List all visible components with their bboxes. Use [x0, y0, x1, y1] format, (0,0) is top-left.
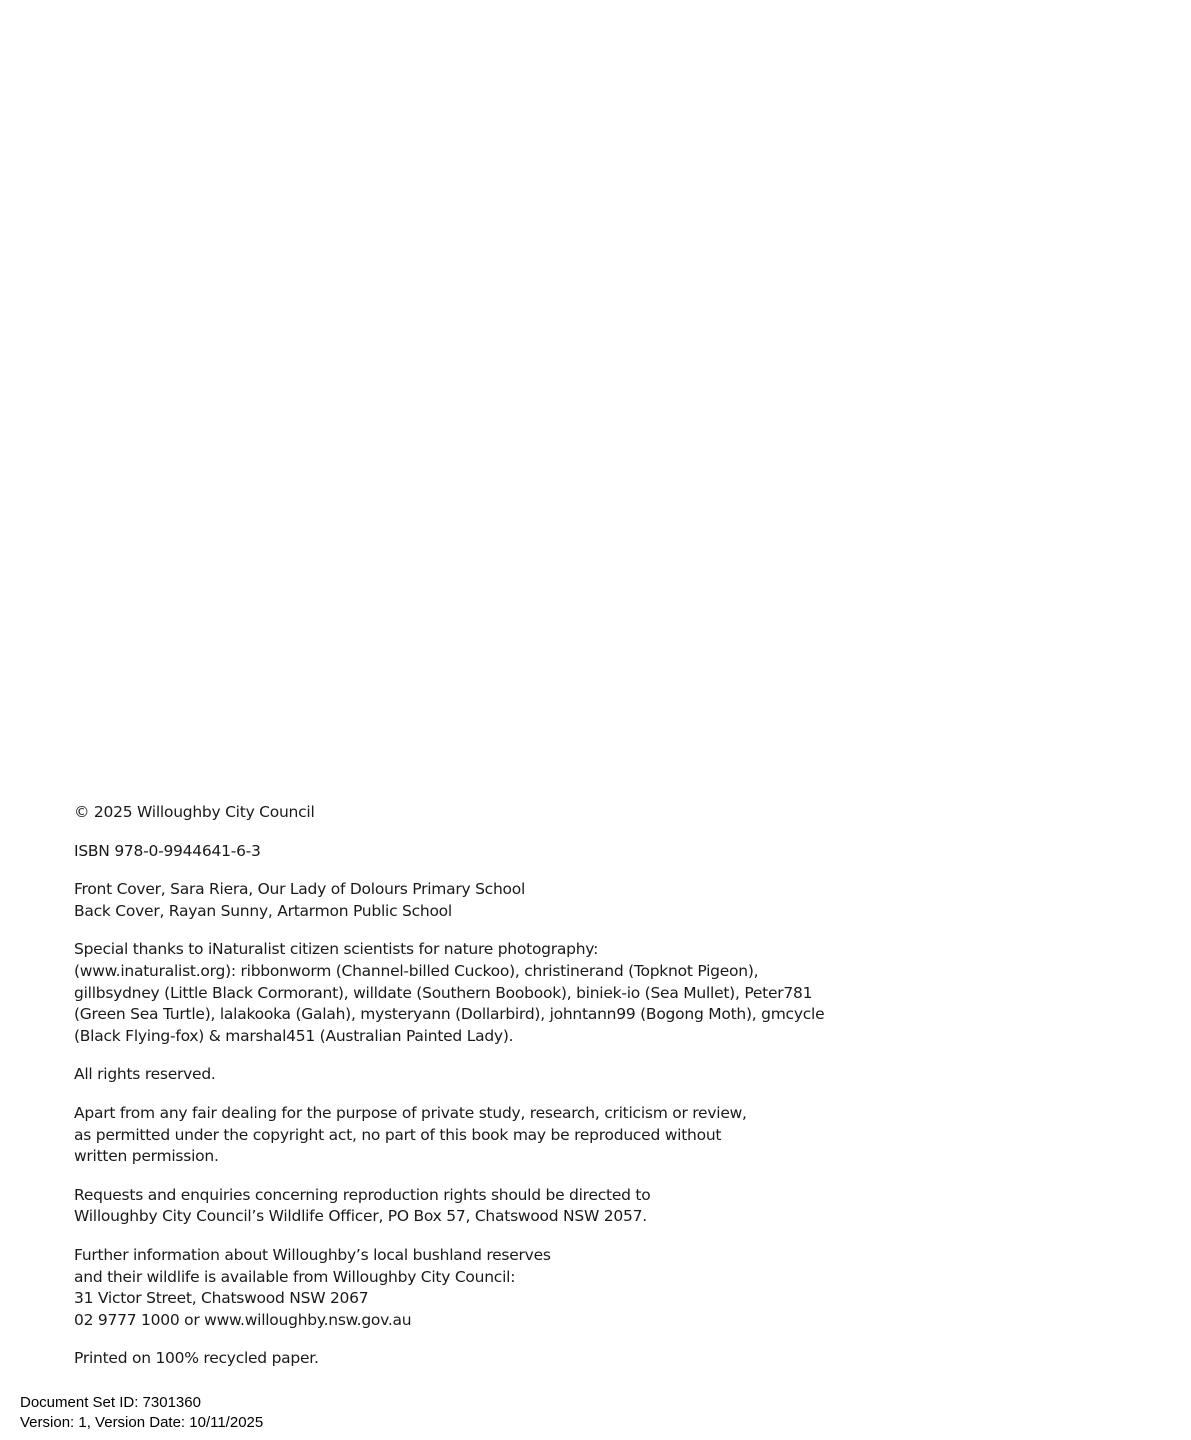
isbn-line: ISBN 978-0-9944641-6-3	[74, 841, 261, 860]
rights-line: All rights reserved.	[74, 1065, 216, 1084]
isbn	[74, 841, 974, 863]
reproduction-requests	[74, 1185, 974, 1228]
requests-line: Willoughby City Council’s Wildlife Officer, PO Box 57, Chatswood NSW 2057.	[74, 1207, 647, 1226]
printed-line: Printed on 100% recycled paper.	[74, 1349, 319, 1368]
back-cover-credit: Back Cover, Rayan Sunny, Artarmon Public School	[74, 901, 452, 920]
copyright-line: © 2025 Willoughby City Council	[74, 803, 315, 821]
fair-dealing-line: as permitted under the copyright act, no part of this book may be reproduced without	[74, 1125, 722, 1144]
thanks-line: Special thanks to iNaturalist citizen scientists for nature photography:	[74, 940, 599, 959]
front-cover-credit: Front Cover, Sara Riera, Our Lady of Dolours Primary School	[74, 880, 526, 899]
fair-dealing-line: written permission.	[74, 1147, 219, 1166]
further-info-line: Further information about Willoughby’s local bushland reserves	[74, 1245, 551, 1264]
rights-reserved	[74, 1064, 974, 1086]
thanks-line: (Black Flying-fox) & marshal451 (Australian Painted Lady).	[74, 1026, 514, 1045]
copyright-notice	[74, 802, 974, 824]
requests-line: Requests and enquiries concerning reproduction rights should be directed to	[74, 1185, 651, 1204]
photography-thanks	[74, 939, 974, 1047]
further-information	[74, 1245, 974, 1331]
printed-note	[74, 1348, 974, 1370]
thanks-line: (Green Sea Turtle), lalakooka (Galah), mysteryann (Dollarbird), johntann99 (Bogong Moth), gmcycle	[74, 1005, 825, 1024]
cover-credits	[74, 879, 974, 922]
imprint-page	[74, 802, 974, 1387]
thanks-line: gillbsydney (Little Black Cormorant), willdate (Southern Boobook), biniek-io (Sea Mullet), Peter781	[74, 983, 813, 1002]
council-address: 31 Victor Street, Chatswood NSW 2067	[74, 1289, 369, 1308]
council-contact: 02 9777 1000 or www.willoughby.nsw.gov.au	[74, 1310, 412, 1329]
document-set-id: Document Set ID: 7301360	[20, 1394, 201, 1411]
fair-dealing-line: Apart from any fair dealing for the purpose of private study, research, criticism or review,	[74, 1103, 747, 1122]
fair-dealing-notice	[74, 1103, 974, 1168]
document-metadata-footer	[20, 1393, 263, 1432]
further-info-line: and their wildlife is available from Willoughby City Council:	[74, 1267, 516, 1286]
thanks-line: (www.inaturalist.org): ribbonworm (Channel-billed Cuckoo), christinerand (Topknot Pigeon),	[74, 961, 759, 980]
document-version: Version: 1, Version Date: 10/11/2025	[20, 1413, 264, 1431]
